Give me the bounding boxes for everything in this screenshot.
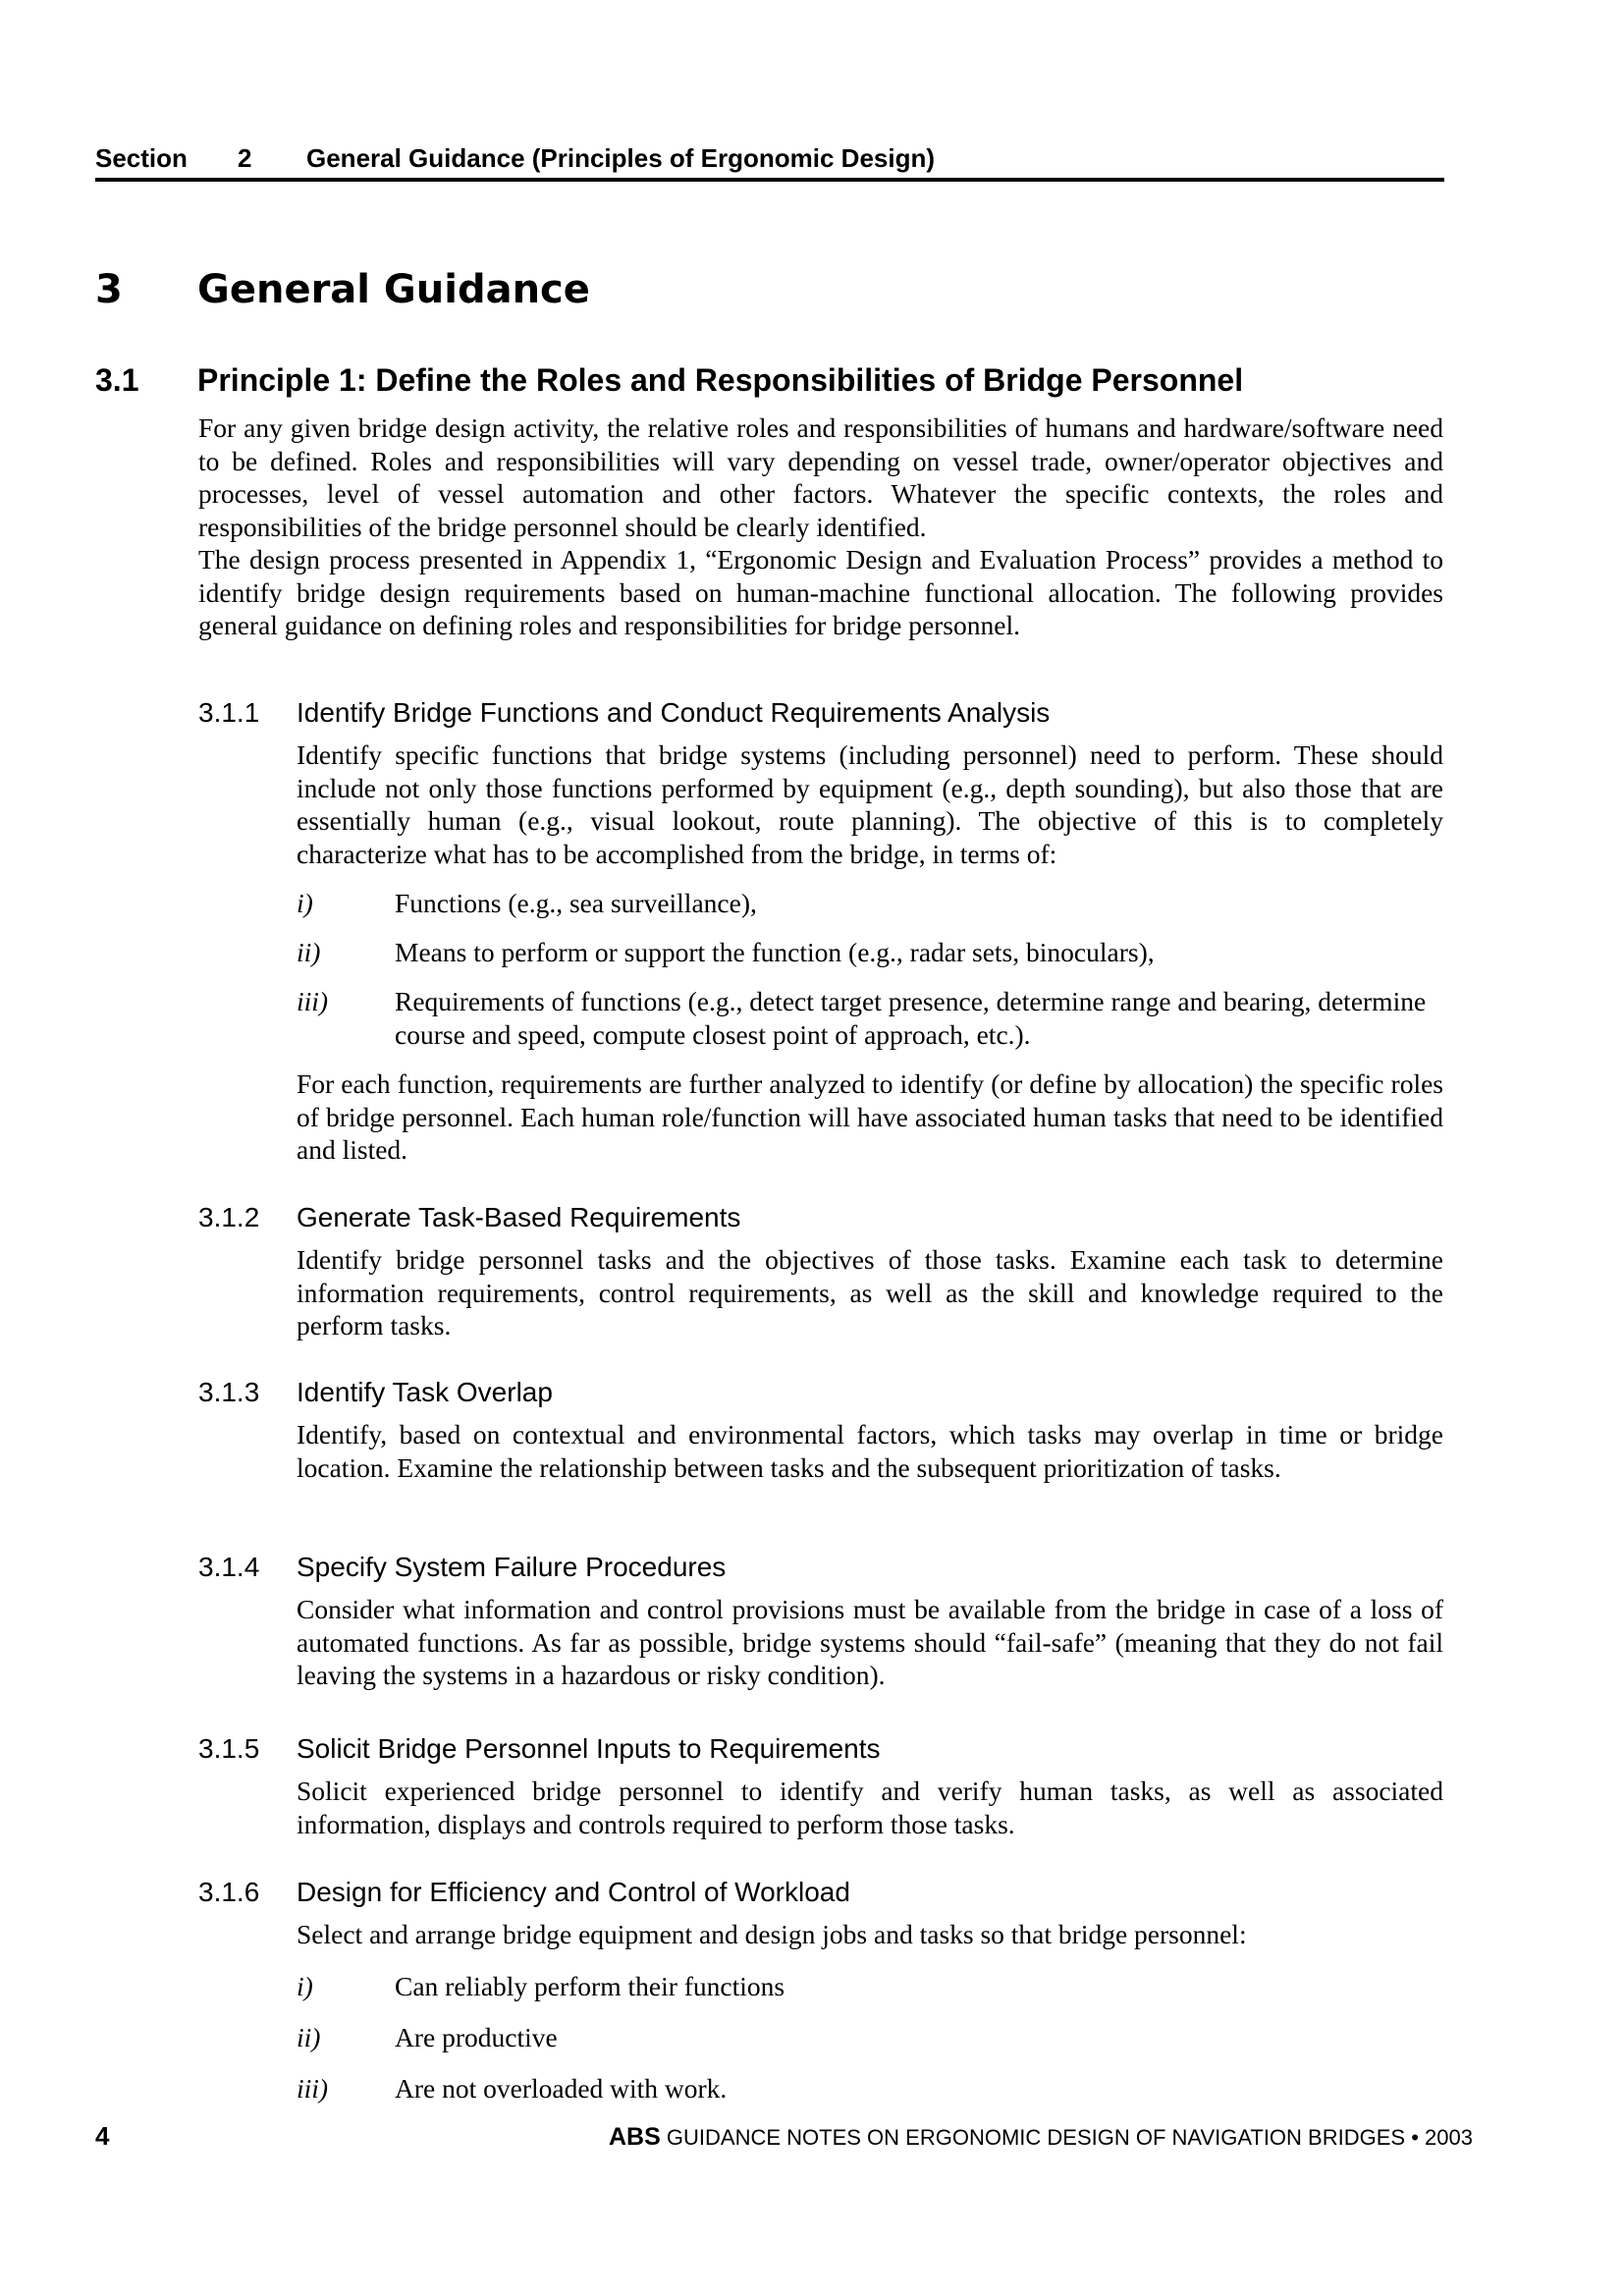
list-item — [297, 985, 1443, 1051]
section-paragraph: For any given bridge design activity, the relative roles and responsibilities of humans and hardware/software need to be defined. Roles and responsibilities will vary depending on vessel trade, owner/operator objectives and processes, level of vessel automation and other factors. Whatever the specific contexts, the roles and responsibilities of the bridge personnel should be clearly identified. — [198, 412, 1443, 542]
list-marker: ii) — [297, 937, 321, 967]
page-number: 4 — [95, 2121, 110, 2151]
subsection-paragraph: Identify bridge personnel tasks and the objectives of those tasks. Examine each task to determine information requirements, control requirements, as well as the skill and knowledge required to the perform tasks. — [297, 1244, 1443, 1340]
footer-year: 2003 — [1425, 2125, 1473, 2150]
list-text: Are productive — [395, 2022, 558, 2052]
list-text: Means to perform or support the function (e.g., radar sets, binoculars), — [395, 937, 1155, 967]
list-item — [297, 887, 1443, 920]
subsection-number: 3.1.3 — [198, 1377, 260, 1407]
list-marker: iii) — [297, 986, 329, 1016]
subsection-title: Design for Efficiency and Control of Workload — [297, 1877, 850, 1907]
chapter-number: 3 — [95, 267, 123, 312]
chapter-heading — [95, 265, 590, 314]
list-item — [297, 1970, 1443, 2003]
list-item — [297, 2072, 1443, 2105]
list-item — [297, 2021, 1443, 2054]
list-item — [297, 936, 1443, 969]
footer-brand: ABS — [609, 2123, 661, 2151]
section-title: General Guidance (Principles of Ergonomic Design) — [306, 143, 936, 173]
subsection-title: Identify Bridge Functions and Conduct Requirements Analysis — [297, 697, 1051, 728]
subsection-number: 3.1.5 — [198, 1733, 260, 1764]
subsection-heading — [198, 1732, 881, 1766]
subsection-title: Solicit Bridge Personnel Inputs to Requirements — [297, 1733, 881, 1764]
list-text: Requirements of functions (e.g., detect target presence, determine range and bearing, determine course and speed, compute closest point of approach, etc.). — [395, 986, 1427, 1050]
subsection-paragraph: Solicit experienced bridge personnel to identify and verify human tasks, as well as associated information, displays and controls required to perform those tasks. — [297, 1776, 1443, 1839]
subsection-number: 3.1.4 — [198, 1552, 260, 1582]
running-header — [95, 143, 1444, 173]
section-label: Section — [95, 143, 188, 173]
subsection-paragraph: Identify specific functions that bridge systems (including personnel) need to perform. These should include not only those functions performed by equipment (e.g., depth sounding), but also those that are essentially human (e.g., visual lookout, route planning). The objective of this is to completely characterize what has to be accomplished from the bridge, in terms of: — [297, 739, 1443, 869]
footer-title: GUIDANCE NOTES ON ERGONOMIC DESIGN OF NAVIGATION BRIDGES — [666, 2125, 1406, 2150]
subsection-number: 3.1.6 — [198, 1877, 260, 1907]
section-paragraph: The design process presented in Appendix 1, “Ergonomic Design and Evaluation Process” provides a method to identify bridge design requirements based on human-machine functional allocation. The following provides general guidance on defining roles and responsibilities for bridge personnel. — [198, 544, 1443, 640]
subsection-paragraph: Consider what information and control provisions must be available from the bridge in case of a loss of automated functions. As far as possible, bridge systems should “fail-safe” (meaning that they do not fail leaving the systems in a hazardous or risky condition). — [297, 1594, 1443, 1690]
subsection-paragraph: For each function, requirements are further analyzed to identify (or define by allocation) the specific roles of bridge personnel. Each human role/function will have associated human tasks that need to be identified and listed. — [297, 1068, 1443, 1165]
section-heading-number: 3.1 — [95, 362, 139, 398]
subsection-title: Specify System Failure Procedures — [297, 1552, 727, 1582]
subsection-paragraph: Identify, based on contextual and environmental factors, which tasks may overlap in time or bridge location. Examine the relationship between tasks and the subsequent prioritization of tasks. — [297, 1419, 1443, 1483]
section-heading-title: Principle 1: Define the Roles and Responsibilities of Bridge Personnel — [197, 362, 1244, 398]
subsection-number: 3.1.2 — [198, 1202, 260, 1232]
subsection-heading — [198, 1551, 726, 1584]
list-marker: iii) — [297, 2073, 329, 2104]
subsection-title: Generate Task-Based Requirements — [297, 1202, 741, 1232]
list-marker: i) — [297, 1971, 313, 2001]
list-text: Functions (e.g., sea surveillance), — [395, 888, 757, 918]
section-heading — [95, 360, 1243, 400]
subsection-heading — [198, 1201, 740, 1234]
list-text: Are not overloaded with work. — [395, 2073, 728, 2104]
section-number: 2 — [238, 143, 252, 173]
list-marker: ii) — [297, 2022, 321, 2052]
header-rule — [95, 178, 1444, 182]
running-footer — [609, 2123, 1473, 2152]
list-text: Can reliably perform their functions — [395, 1971, 785, 2001]
subsection-heading — [198, 696, 1050, 730]
footer-separator: • — [1411, 2125, 1419, 2150]
list-marker: i) — [297, 888, 313, 918]
subsection-heading — [198, 1876, 850, 1909]
subsection-heading — [198, 1376, 553, 1409]
chapter-title: General Guidance — [197, 267, 590, 312]
subsection-title: Identify Task Overlap — [297, 1377, 553, 1407]
subsection-number: 3.1.1 — [198, 697, 260, 728]
subsection-paragraph: Select and arrange bridge equipment and design jobs and tasks so that bridge personnel: — [297, 1919, 1247, 1949]
